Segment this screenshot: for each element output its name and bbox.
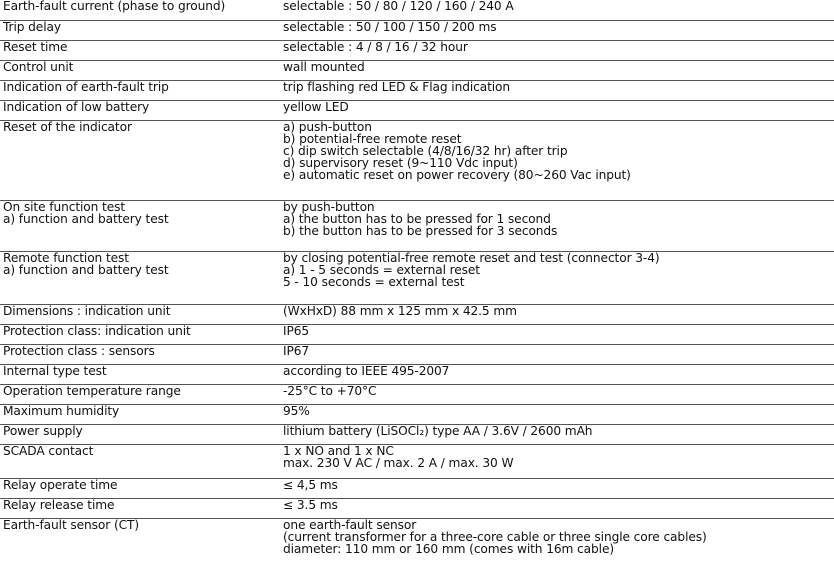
spec-value: selectable : 50 / 100 / 150 / 200 ms — [283, 20, 497, 34]
spec-value: -25°C to +70°C — [283, 384, 377, 398]
spec-value: selectable : 4 / 8 / 16 / 32 hour — [283, 40, 468, 54]
table-row — [0, 40, 834, 60]
spec-value: selectable : 50 / 80 / 120 / 160 / 240 A — [283, 0, 514, 13]
spec-label: Earth-fault current (phase to ground) — [3, 0, 226, 13]
spec-label: Internal type test — [3, 364, 107, 378]
table-row — [0, 80, 834, 100]
spec-label: Dimensions : indication unit — [3, 304, 171, 318]
spec-label: Relay operate time — [3, 478, 118, 492]
table-row — [0, 251, 834, 304]
table-row — [0, 120, 834, 200]
spec-value: IP65 — [283, 324, 310, 338]
spec-label: Trip delay — [3, 20, 61, 34]
spec-label: SCADA contact — [3, 444, 94, 458]
spec-label: On site function test a) function and battery test — [3, 200, 169, 226]
table-row — [0, 424, 834, 444]
table-row — [0, 478, 834, 498]
spec-value: according to IEEE 495-2007 — [283, 364, 450, 378]
spec-label: Reset of the indicator — [3, 120, 132, 134]
table-row — [0, 60, 834, 80]
spec-value: (WxHxD) 88 mm x 125 mm x 42.5 mm — [283, 304, 517, 318]
spec-label: Protection class: indication unit — [3, 324, 191, 338]
table-row — [0, 0, 834, 20]
spec-value: ≤ 3.5 ms — [283, 498, 338, 512]
table-row — [0, 498, 834, 518]
spec-label: Remote function test a) function and battery test — [3, 251, 169, 277]
table-row — [0, 404, 834, 424]
spec-value: 95% — [283, 404, 310, 418]
spec-label: Reset time — [3, 40, 68, 54]
spec-label: Power supply — [3, 424, 83, 438]
spec-value: lithium battery (LiSOCl₂) type AA / 3.6V / 2600 mAh — [283, 424, 593, 438]
spec-value: wall mounted — [283, 60, 365, 74]
spec-label: Indication of low battery — [3, 100, 150, 114]
table-row — [0, 444, 834, 478]
table-row — [0, 20, 834, 40]
spec-label: Earth-fault sensor (CT) — [3, 518, 140, 532]
spec-value: yellow LED — [283, 100, 349, 114]
table-row — [0, 344, 834, 364]
table-row — [0, 384, 834, 404]
spec-value: a) push-button b) potential-free remote reset c) dip switch selectable (4/8/16/32 hr) after trip d) supervisory reset (9~110 Vdc input) e) automatic reset on power recovery (80~260 Vac input) — [283, 120, 631, 182]
table-row — [0, 364, 834, 384]
spec-value: trip flashing red LED & Flag indication — [283, 80, 511, 94]
table-row — [0, 324, 834, 344]
spec-label: Protection class : sensors — [3, 344, 155, 358]
spec-label: Control unit — [3, 60, 74, 74]
spec-label: Operation temperature range — [3, 384, 181, 398]
spec-value: ≤ 4,5 ms — [283, 478, 338, 492]
table-row — [0, 304, 834, 324]
table-row — [0, 200, 834, 251]
spec-value: 1 x NO and 1 x NC max. 230 V AC / max. 2 A / max. 30 W — [283, 444, 514, 470]
spec-label: Indication of earth-fault trip — [3, 80, 169, 94]
spec-label: Relay release time — [3, 498, 115, 512]
spec-label: Maximum humidity — [3, 404, 120, 418]
spec-value: by push-button a) the button has to be pressed for 1 second b) the button has to be pressed for 3 seconds — [283, 200, 558, 238]
spec-value: IP67 — [283, 344, 310, 358]
spec-value: one earth-fault sensor (current transformer for a three-core cable or three single core cables) diameter: 110 mm or 160 mm (comes with 16m cable) — [283, 518, 707, 556]
spec-value: by closing potential-free remote reset and test (connector 3-4) a) 1 - 5 seconds = external reset 5 - 10 seconds = external test — [283, 251, 660, 289]
table-row — [0, 518, 834, 568]
table-row — [0, 100, 834, 120]
